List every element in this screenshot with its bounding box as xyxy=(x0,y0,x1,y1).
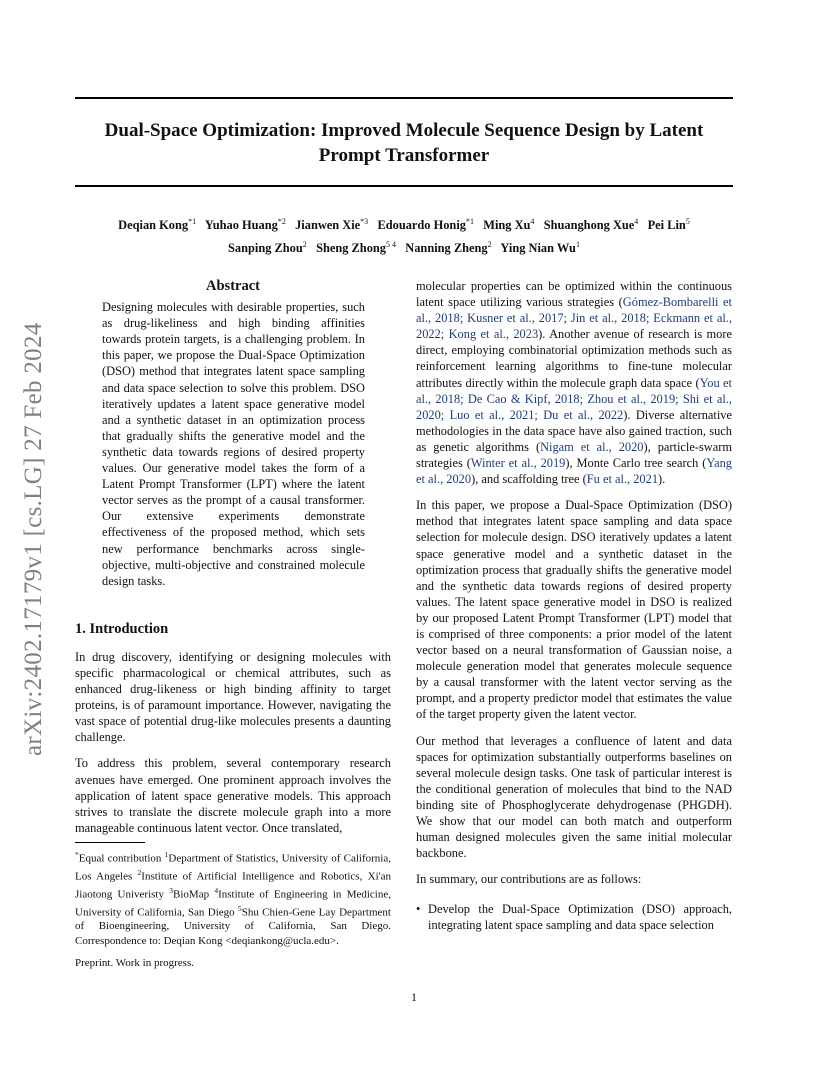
title-bottom-rule xyxy=(75,185,733,187)
preprint-note: Preprint. Work in progress. xyxy=(75,957,194,969)
right-column xyxy=(416,278,732,934)
citation-link[interactable]: Gómez-Bombarelli et al., 2018; Kusner et al., 2017; Jin et al., 2018; Eckmann et al., 2022; Kong et al., 2023 xyxy=(416,295,733,342)
right-paragraph-3: Our method that leverages a confluence of latent and data spaces for optimization substantially outperforms baselines on several molecule design tasks. One task of particular interest is the conditional generation of molecules that bind to the NAD binding site of Phosphoglycerate dehydrogenase (PHGDH). We show that our model can both match and outperform human designed molecules given the same initial molecular backbone. xyxy=(416,733,732,861)
right-paragraph-1: molecular properties can be optimized within the continuous latent space utilizing various strategies (Gómez-Bombarelli et al., 2018; Kusner et al., 2017; Jin et al., 2018; Eckmann et al., 2022; Kong et al., 2023). Another avenue of research is more direct, employing combinatorial optimization methods such as reinforcement learning algorithms to fine-tune molecular attributes directly within the molecule graph data space (You et al., 2018; De Cao & Kipf, 2018; Zhou et al., 2019; Shi et al., 2020; Luo et al., 2021; Du et al., 2022). Diverse alternative methodologies in the data space have also gained traction, such as genetic algorithms (Nigam et al., 2020), particle-swarm strategies (Winter et al., 2019), Monte Carlo tree search (Yang et al., 2020), and scaffolding tree (Fu et al., 2021). xyxy=(416,279,733,487)
author: Edouardo Honig$^{*1}$ xyxy=(377,217,474,233)
introduction-heading: 1. Introduction xyxy=(75,620,169,637)
author-list xyxy=(60,212,748,258)
footnote-rule xyxy=(75,842,145,843)
contribution-bullet: • Develop the Dual-Space Optimization (DSO) approach, integrating latent space sampling and data space selection xyxy=(416,901,732,933)
abstract-heading: Abstract xyxy=(206,278,260,294)
author: Nanning Zheng$^2$ xyxy=(405,240,492,256)
author: Sanping Zhou$^2$ xyxy=(228,240,307,256)
author: Deqian Kong$^{*1}$ xyxy=(118,217,197,233)
author: Shuanghong Xue$^4$ xyxy=(543,217,639,233)
arxiv-identifier: arXiv:2402.17179v1 [cs.LG] 27 Feb 2024 xyxy=(20,322,47,756)
right-paragraph-4: In summary, our contributions are as follows: xyxy=(416,872,642,887)
citation-link[interactable]: Nigam et al., 2020 xyxy=(540,439,644,454)
left-column xyxy=(75,278,391,846)
affiliations-footnote: *Equal contribution $^1$Department of Statistics, University of California, Los Angeles $^2$Institute of Artificial Intelligence and Robotics, Xi'an Jiaotong Univeristy $^3$BioMap $^4$Institute of Engineering in Medicine, University of California, San Diego $^5$Shu Chien-Gene Lay Department of Bioengineering, University of California, San Diego. Correspondence to: Deqian Kong <deqiankong@ucla.edu>. xyxy=(75,850,391,947)
right-paragraph-2: In this paper, we propose a Dual-Space Optimization (DSO) method that integrates latent space sampling and data space selection for molecule design. DSO iteratively updates a latent space generative model and a synthetic dataset in the optimization process that gradually shifts the generative model and the synthetic data towards regions of desired property values. The latent space generative model in DSO is realized by our proposed Latent Prompt Transformer (LPT) model that is comprised of three components: a prior model of the latent vector based on a neural transformation of Gaussian noise, a molecule generation model that generates molecule sequence by a causal transformer with the latent vector serving as the prompt, and a property predictor model that estimates the value of the target property given the latent vector. xyxy=(416,498,732,722)
author: Ying Nian Wu$^1$ xyxy=(500,240,580,256)
page-number: 1 xyxy=(411,990,417,1004)
citation-link[interactable]: Winter et al., 2019 xyxy=(470,456,566,471)
intro-paragraph-1: In drug discovery, identifying or designing molecules with specific pharmacological or chemical attributes, such as enhanced drug-likeness or high binding affinity to target proteins, is of paramount importance. However, navigating the vast space of potential drug-like molecules presents a daunting challenge. xyxy=(75,649,391,745)
author: Ming Xu$^4$ xyxy=(483,217,535,233)
top-rule xyxy=(75,97,733,99)
author: Yuhao Huang$^{*2}$ xyxy=(204,217,286,233)
author: Sheng Zhong$^{5 4}$ xyxy=(316,240,396,256)
citation-link[interactable]: Yang et al., 2020 xyxy=(416,456,733,487)
intro-paragraph-2: To address this problem, several contemporary research avenues have emerged. One prominent approach involves the application of latent space generative models. This approach strives to translate the discrete molecule graph into a more manageable continuous latent vector. Once translated, xyxy=(75,756,391,835)
author: Pei Lin$^5$ xyxy=(647,217,690,233)
abstract-text: Designing molecules with desirable properties, such as drug-likeliness and high binding affinities towards protein targets, is a challenging problem. In this paper, we propose the Dual-Space Optimization (DSO) method that integrates latent space sampling and data space selection to solve this problem. DSO iteratively updates a latent space generative model and a synthetic dataset in an optimization process that gradually shifts the generative model and the synthetic data towards regions of desired property values. Our generative model takes the form of a Latent Prompt Transformer (LPT) where the latent vector serves as the prompt of a causal transformer. Our extensive experiments demonstrate effectiveness of the proposed method, which sets new performance benchmarks across single-objective, multi-objective and constrained molecule design tasks. xyxy=(102,300,365,588)
author: Jianwen Xie$^{*3}$ xyxy=(295,217,369,233)
paper-title: Dual-Space Optimization: Improved Molecule Sequence Design by Latent Prompt Transformer xyxy=(104,120,704,166)
citation-link[interactable]: Fu et al., 2021 xyxy=(586,472,659,487)
citation-link[interactable]: You et al., 2018; De Cao & Kipf, 2018; Zhou et al., 2019; Shi et al., 2020; Luo et al., 2021; Du et al., 2022 xyxy=(416,375,732,422)
